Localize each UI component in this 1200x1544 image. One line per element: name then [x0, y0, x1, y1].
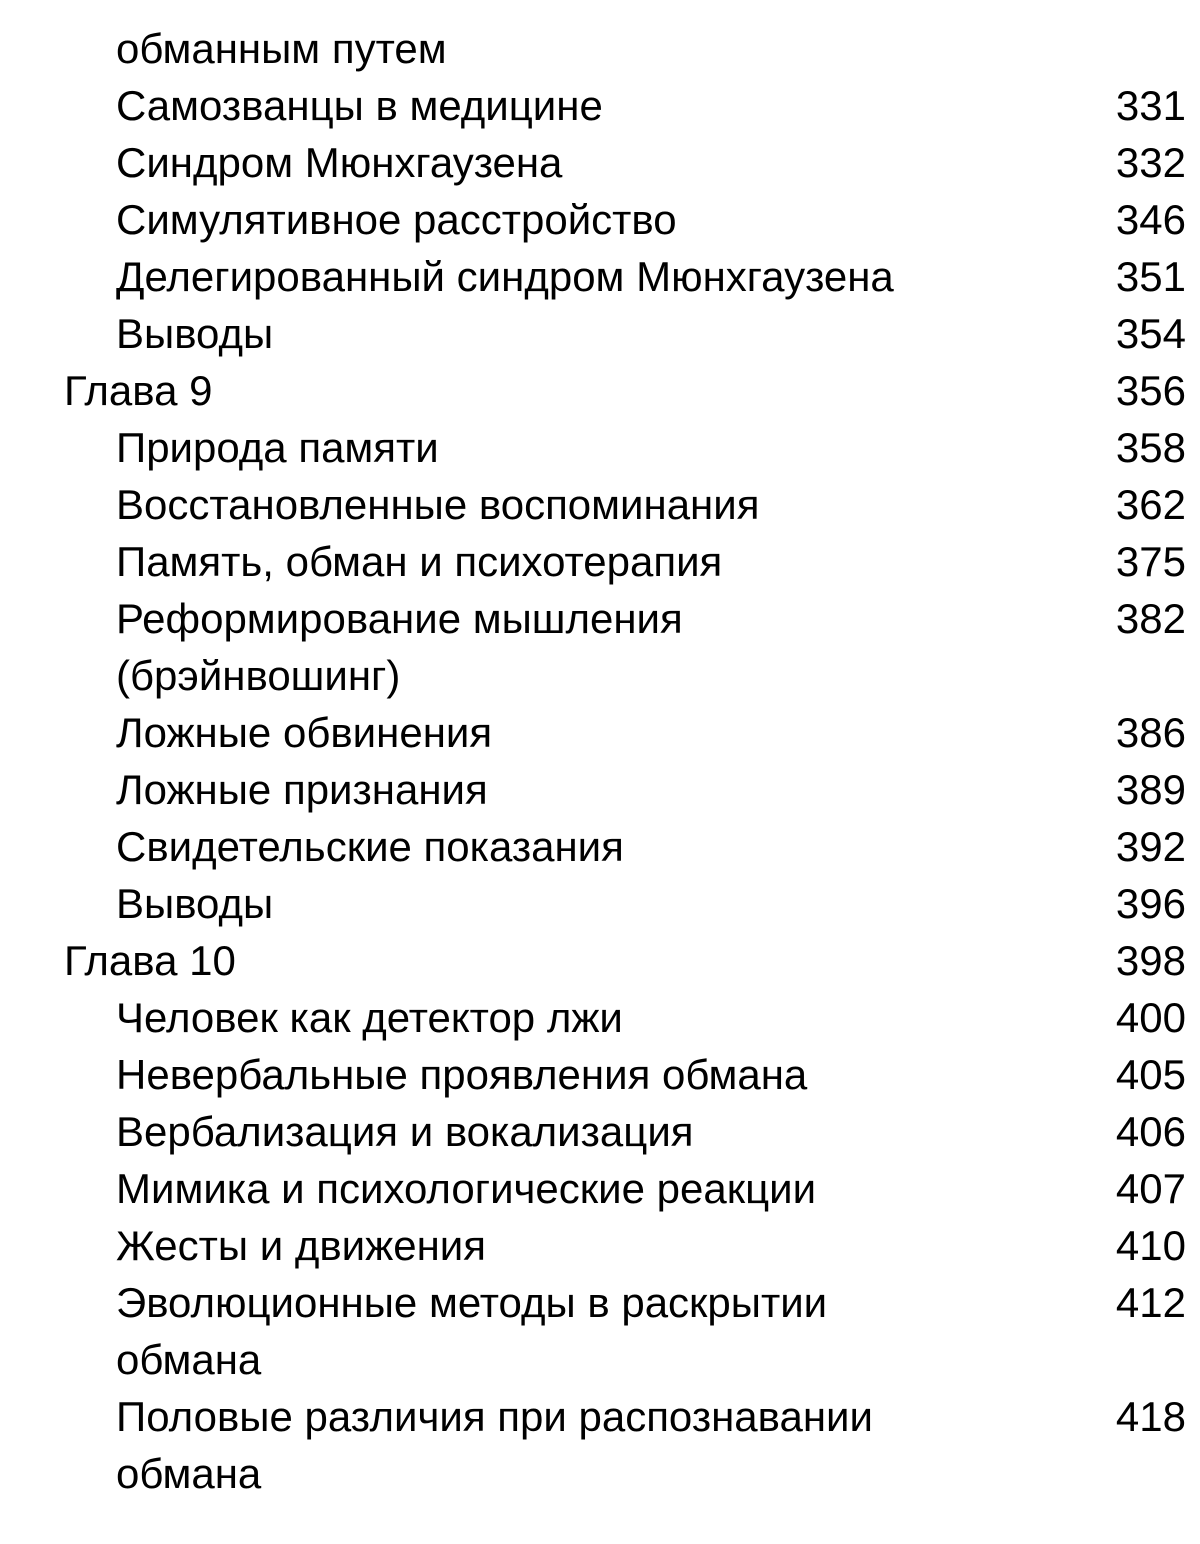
toc-entry	[0, 1274, 1200, 1388]
toc-entry	[0, 419, 1200, 476]
toc-entry	[0, 134, 1200, 191]
toc-entry-page: 410	[1115, 1222, 1186, 1269]
toc-entry-page: 386	[1115, 709, 1186, 756]
toc-entry-page: 406	[1115, 1108, 1186, 1155]
toc-entry-title: Вербализация и вокализация	[116, 1108, 694, 1155]
toc-entry	[0, 191, 1200, 248]
toc-entry	[0, 77, 1200, 134]
toc-entry	[0, 1103, 1200, 1160]
toc-entry-page: 362	[1115, 481, 1186, 528]
table-of-contents	[0, 20, 1200, 1502]
toc-entry-page: 400	[1115, 994, 1186, 1041]
toc-chapter-page: 356	[1115, 367, 1186, 414]
toc-entry-page: 418	[1115, 1393, 1186, 1440]
toc-entry-title: Делегированный синдром Мюнхгаузена	[116, 253, 894, 300]
toc-chapter-heading	[0, 362, 1200, 419]
toc-entry-page: 412	[1115, 1279, 1186, 1326]
toc-entry-page: 358	[1115, 424, 1186, 471]
toc-chapter-page: 398	[1115, 937, 1186, 984]
toc-entry-title: Жесты и движения	[116, 1222, 486, 1269]
toc-entry-page: 382	[1115, 595, 1186, 642]
toc-chapter-heading	[0, 932, 1200, 989]
toc-entry-title: Мимика и психологические реакции	[116, 1165, 817, 1212]
toc-entry	[0, 590, 1200, 704]
toc-entry-title: Ложные признания	[116, 766, 488, 813]
toc-entry-title: Эволюционные методы в раскрытии обмана	[116, 1279, 828, 1383]
toc-entry	[0, 1217, 1200, 1274]
toc-entry-title: Ложные обвинения	[116, 709, 493, 756]
toc-entry	[0, 761, 1200, 818]
toc-entry-page: 405	[1115, 1051, 1186, 1098]
toc-entry	[0, 476, 1200, 533]
toc-entry-page: 332	[1115, 139, 1186, 186]
toc-chapter-title: Глава 10	[64, 937, 236, 984]
toc-entry-title: Восстановленные воспоминания	[116, 481, 760, 528]
toc-entry-title: обманным путем	[116, 25, 447, 72]
toc-entry	[0, 1160, 1200, 1217]
toc-entry-page: 346	[1115, 196, 1186, 243]
toc-entry	[0, 818, 1200, 875]
toc-entry	[0, 533, 1200, 590]
toc-entry-title: Симулятивное расстройство	[116, 196, 677, 243]
toc-entry	[0, 20, 1200, 77]
toc-entry-page: 351	[1115, 253, 1186, 300]
toc-entry-page: 392	[1115, 823, 1186, 870]
toc-entry-title: Свидетельские показания	[116, 823, 624, 870]
toc-entry	[0, 248, 1200, 305]
toc-chapter-title: Глава 9	[64, 367, 213, 414]
toc-entry-page: 354	[1115, 310, 1186, 357]
toc-entry-page: 389	[1115, 766, 1186, 813]
toc-entry	[0, 305, 1200, 362]
toc-entry-title: Синдром Мюнхгаузена	[116, 139, 563, 186]
toc-entry-page: 331	[1115, 82, 1186, 129]
toc-entry-title: Самозванцы в медицине	[116, 82, 603, 129]
toc-entry-page: 407	[1115, 1165, 1186, 1212]
toc-entry-title: Человек как детектор лжи	[116, 994, 623, 1041]
toc-entry	[0, 989, 1200, 1046]
toc-entry-title: Выводы	[116, 880, 274, 927]
toc-entry-page: 396	[1115, 880, 1186, 927]
toc-entry	[0, 704, 1200, 761]
toc-entry-title: Выводы	[116, 310, 274, 357]
toc-entry	[0, 1046, 1200, 1103]
toc-entry-title: Половые различия при распознавании обмана	[116, 1393, 873, 1497]
toc-entry-page: 375	[1115, 538, 1186, 585]
toc-entry	[0, 1388, 1200, 1502]
toc-entry-title: Невербальные проявления обмана	[116, 1051, 808, 1098]
toc-entry-title: Природа памяти	[116, 424, 439, 471]
toc-entry-title: Реформирование мышления (брэйнвошинг)	[116, 595, 683, 699]
toc-entry-title: Память, обман и психотерапия	[116, 538, 723, 585]
toc-entry	[0, 875, 1200, 932]
